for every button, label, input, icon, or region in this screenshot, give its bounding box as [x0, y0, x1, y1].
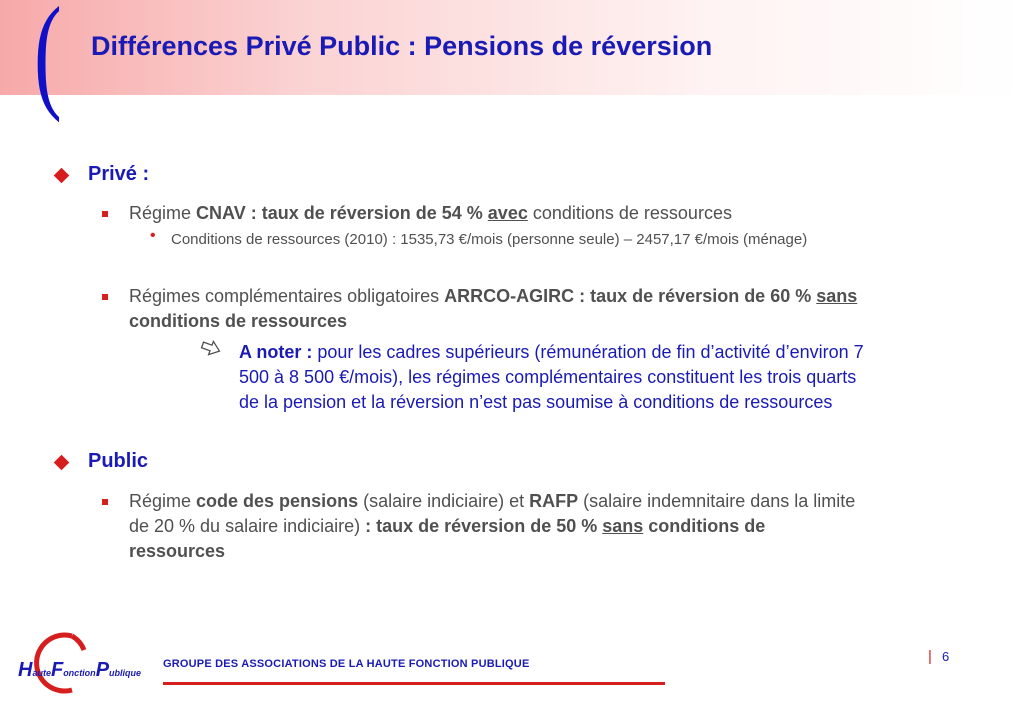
square-bullet-icon [102, 211, 108, 217]
cnav-conditions: Conditions de ressources (2010) : 1535,73 €/mois (personne seule) – 2457,17 €/mois (ménage) [171, 231, 808, 248]
note-line-3: de la pension et la réversion n’est pas soumise à conditions de ressources [239, 392, 833, 412]
public-line-1: Régime code des pensions (salaire indiciaire) et RAFP (salaire indemnitaire dans la limite [129, 491, 856, 511]
dot-bullet-icon: • [150, 227, 156, 244]
public-line-2: de 20 % du salaire indiciaire) : taux de réversion de 50 % sans conditions de [129, 516, 766, 536]
section-heading-prive: Privé : [88, 163, 150, 185]
section-heading-public: Public [88, 450, 149, 472]
cnav-line: Régime CNAV : taux de réversion de 54 % avec conditions de ressources [129, 203, 732, 223]
diamond-bullet-icon [54, 168, 70, 184]
diamond-bullet-icon [54, 455, 70, 471]
arrco-line-2: conditions de ressources [129, 311, 348, 331]
arrco-line-1: Régimes complémentaires obligatoires ARRCO-AGIRC : taux de réversion de 60 % sans [129, 286, 858, 306]
square-bullet-icon [102, 294, 108, 300]
page-number: 6 [942, 649, 950, 664]
hfp-logo-text: HauteFonctionPublique [18, 659, 142, 681]
square-bullet-icon [102, 499, 108, 505]
public-line-3: ressources [129, 541, 226, 561]
arrow-right-icon [200, 339, 222, 357]
page-title: Différences Privé Public : Pensions de réversion [91, 31, 713, 61]
note-line-2: 500 à 8 500 €/mois), les régimes complémentaires constituent les trois quarts [239, 367, 857, 387]
footer-organization: GROUPE DES ASSOCIATIONS DE LA HAUTE FONCTION PUBLIQUE [163, 658, 530, 670]
footer-divider [163, 682, 665, 685]
note-line-1: A noter : pour les cadres supérieurs (rémunération de fin d’activité d’environ 7 [239, 342, 864, 362]
page-separator: | [928, 648, 932, 665]
decorative-parenthesis: ( [34, 0, 62, 123]
